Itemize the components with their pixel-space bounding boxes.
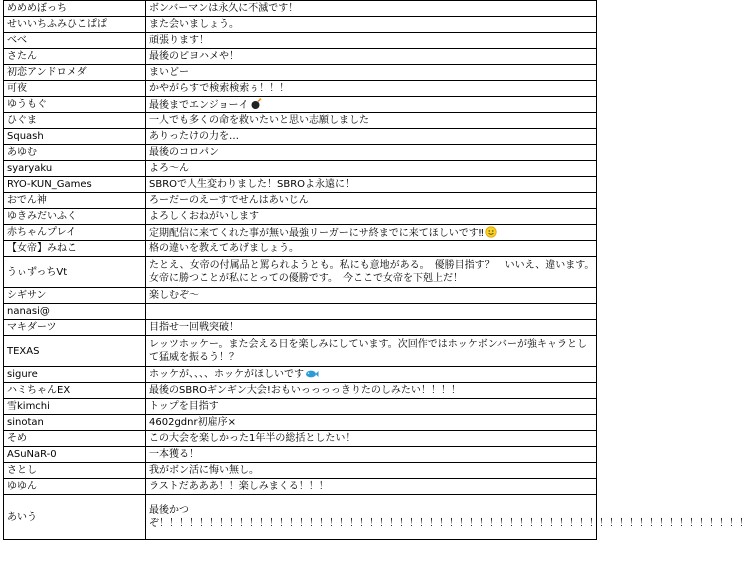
table-row: [4, 17, 597, 33]
player-name-cell: めめめぼっち: [4, 1, 146, 17]
table-row: [4, 209, 597, 225]
message-cell: [146, 415, 597, 431]
message-cell: [146, 1, 597, 17]
player-name-cell: あいう: [4, 495, 146, 540]
message-cell: [146, 49, 597, 65]
message-cell: [146, 177, 597, 193]
player-name-cell: nanasi@: [4, 304, 146, 320]
message-text: 一人でも多くの命を救いたいと思い志願しました: [149, 115, 369, 126]
player-name-cell: うぃずっちVt: [4, 257, 146, 288]
player-name-cell: あゆむ: [4, 145, 146, 161]
message-text: SBROで人生変わりました！SBROよ永遠に！: [149, 179, 356, 190]
message-cell: [146, 161, 597, 177]
table-row: [4, 320, 597, 336]
message-cell: [146, 65, 597, 81]
message-text: 最後のピヨハメや！: [149, 51, 239, 62]
player-name-cell: ゆうもぐ: [4, 97, 146, 113]
table-row: [4, 288, 597, 304]
message-text: レッツホッケー。また会える日を楽しみにしています。次回作ではホッケボンバーが強キャラとして猛威を振るう！？: [149, 339, 587, 363]
player-name-cell: sinotan: [4, 415, 146, 431]
table-row: [4, 304, 597, 320]
table-row: [4, 415, 597, 431]
message-cell: [146, 209, 597, 225]
message-text: トップを目指す: [149, 401, 219, 412]
message-cell: [146, 463, 597, 479]
message-text: 4602gdnr初雇序×: [149, 417, 236, 428]
player-name-cell: RYO-KUN_Games: [4, 177, 146, 193]
message-cell: [146, 288, 597, 304]
table-row: [4, 113, 597, 129]
table-row: [4, 399, 597, 415]
table-row: [4, 177, 597, 193]
table-row: [4, 336, 597, 367]
player-name-cell: マキダーツ: [4, 320, 146, 336]
player-name-cell: 赤ちゃんプレイ: [4, 225, 146, 241]
player-name-cell: ハミちゃんEX: [4, 383, 146, 399]
messages-table: [3, 0, 749, 540]
table-row: [4, 65, 597, 81]
message-text: まいどー: [149, 67, 189, 78]
player-name-cell: ゆきみだいふく: [4, 209, 146, 225]
message-cell: [146, 479, 597, 495]
player-name-cell: さとし: [4, 463, 146, 479]
message-cell: [146, 81, 597, 97]
message-text: この大会を楽しかった1年半の総括としたい！: [149, 433, 356, 444]
message-text: ろーだーのえーすでせんはあいじん: [149, 195, 309, 206]
message-cell: [146, 17, 597, 33]
player-name-cell: ゆゆん: [4, 479, 146, 495]
player-name-cell: ひぐま: [4, 113, 146, 129]
message-cell: [146, 447, 597, 463]
table-row: [4, 241, 597, 257]
player-name-cell: sigure: [4, 367, 146, 383]
message-cell: [146, 241, 597, 257]
table-row: [4, 193, 597, 209]
table-row: [4, 1, 597, 17]
message-text: 最後までエンジョーイ: [149, 99, 249, 111]
table-row: [4, 495, 597, 540]
message-text: 最後のSBROギンギン大会!おもいっっっっきりたのしみたい！！！！: [149, 385, 461, 396]
message-text: 頑張ります！: [149, 35, 209, 46]
table-row: [4, 97, 597, 113]
message-text: 我がボン活に悔い無し。: [149, 465, 259, 476]
message-text: よろ～ん: [149, 163, 189, 174]
player-name-cell: syaryaku: [4, 161, 146, 177]
player-name-cell: 雪kimchi: [4, 399, 146, 415]
table-row: [4, 367, 597, 383]
message-text: たとえ、女帝の付属品と罵られようとも。私にも意地がある。 優勝目指す？ いいえ、違います。 女帝に勝つことが私にとっての優勝です。 今ここで女帝を下剋上だ！: [149, 260, 600, 284]
message-cell: [146, 97, 597, 113]
message-text: かやがらすで検索検索ぅ！！！: [149, 83, 290, 94]
player-name-cell: そめ: [4, 431, 146, 447]
smile-icon: [484, 228, 497, 239]
messages-table-body: [4, 1, 749, 540]
message-cell: [146, 113, 597, 129]
message-text: ラストだあああ！！楽しみまくる！！！: [149, 481, 329, 492]
table-row: [4, 161, 597, 177]
player-name-cell: 初恋アンドロメダ: [4, 65, 146, 81]
player-name-cell: さたん: [4, 49, 146, 65]
player-name-cell: ASuNaR-0: [4, 447, 146, 463]
message-cell: [146, 257, 600, 288]
message-cell: [146, 129, 597, 145]
player-name-cell: べべ: [4, 33, 146, 49]
message-cell: [146, 495, 749, 540]
message-cell: [146, 383, 597, 399]
table-row: [4, 447, 597, 463]
fish-icon: [304, 369, 319, 380]
message-cell: [146, 225, 597, 241]
player-name-cell: おでん神: [4, 193, 146, 209]
message-sheet: [3, 0, 749, 578]
message-text: ホッケが、、、、ホッケがほしいです: [149, 369, 304, 380]
message-text: ボンバーマンは永久に不滅です！: [149, 3, 299, 14]
message-text: 楽しむぞ～: [149, 290, 199, 301]
message-text: 最後のコロパン: [149, 147, 219, 158]
table-row: [4, 225, 597, 241]
message-cell: [146, 399, 597, 415]
message-cell: [146, 145, 597, 161]
table-row: [4, 257, 597, 288]
table-row: [4, 479, 597, 495]
message-cell: [146, 304, 597, 320]
table-row: [4, 383, 597, 399]
bomb-icon: [249, 100, 262, 111]
message-cell: [146, 367, 597, 383]
player-name-cell: Squash: [4, 129, 146, 145]
message-text: よろしくおねがいします: [149, 211, 259, 222]
table-row: [4, 81, 597, 97]
table-row: [4, 463, 597, 479]
message-cell: [146, 320, 597, 336]
player-name-cell: せいいちふみひこぱぱ: [4, 17, 146, 33]
message-text: 最後かつぞ！！！！！！！！！！！！！！！！！！！！！！！！！！！！！！！！！！！！！！！！！！！！！！！！！！！！！！！！！！！: [149, 505, 749, 529]
message-text: ありったけの力を…: [149, 131, 239, 142]
table-row: [4, 33, 597, 49]
player-name-cell: TEXAS: [4, 336, 146, 367]
message-text: 一本獲る！: [149, 449, 199, 460]
player-name-cell: 可夜: [4, 81, 146, 97]
message-cell: [146, 193, 597, 209]
table-row: [4, 49, 597, 65]
message-text: また会いましょう。: [149, 19, 239, 30]
message-text: 定期配信に来てくれた事が無い最強リーガーにサ終までに来てほしいです‼: [149, 227, 484, 239]
message-cell: [146, 431, 597, 447]
player-name-cell: シギサン: [4, 288, 146, 304]
table-row: [4, 431, 597, 447]
player-name-cell: 【女帝】みねこ: [4, 241, 146, 257]
message-text: 目指せ一回戦突破！: [149, 322, 239, 333]
table-row: [4, 145, 597, 161]
table-row: [4, 129, 597, 145]
message-cell: [146, 33, 597, 49]
message-cell: [146, 336, 597, 367]
message-text: 格の違いを教えてあげましょう。: [149, 243, 299, 254]
